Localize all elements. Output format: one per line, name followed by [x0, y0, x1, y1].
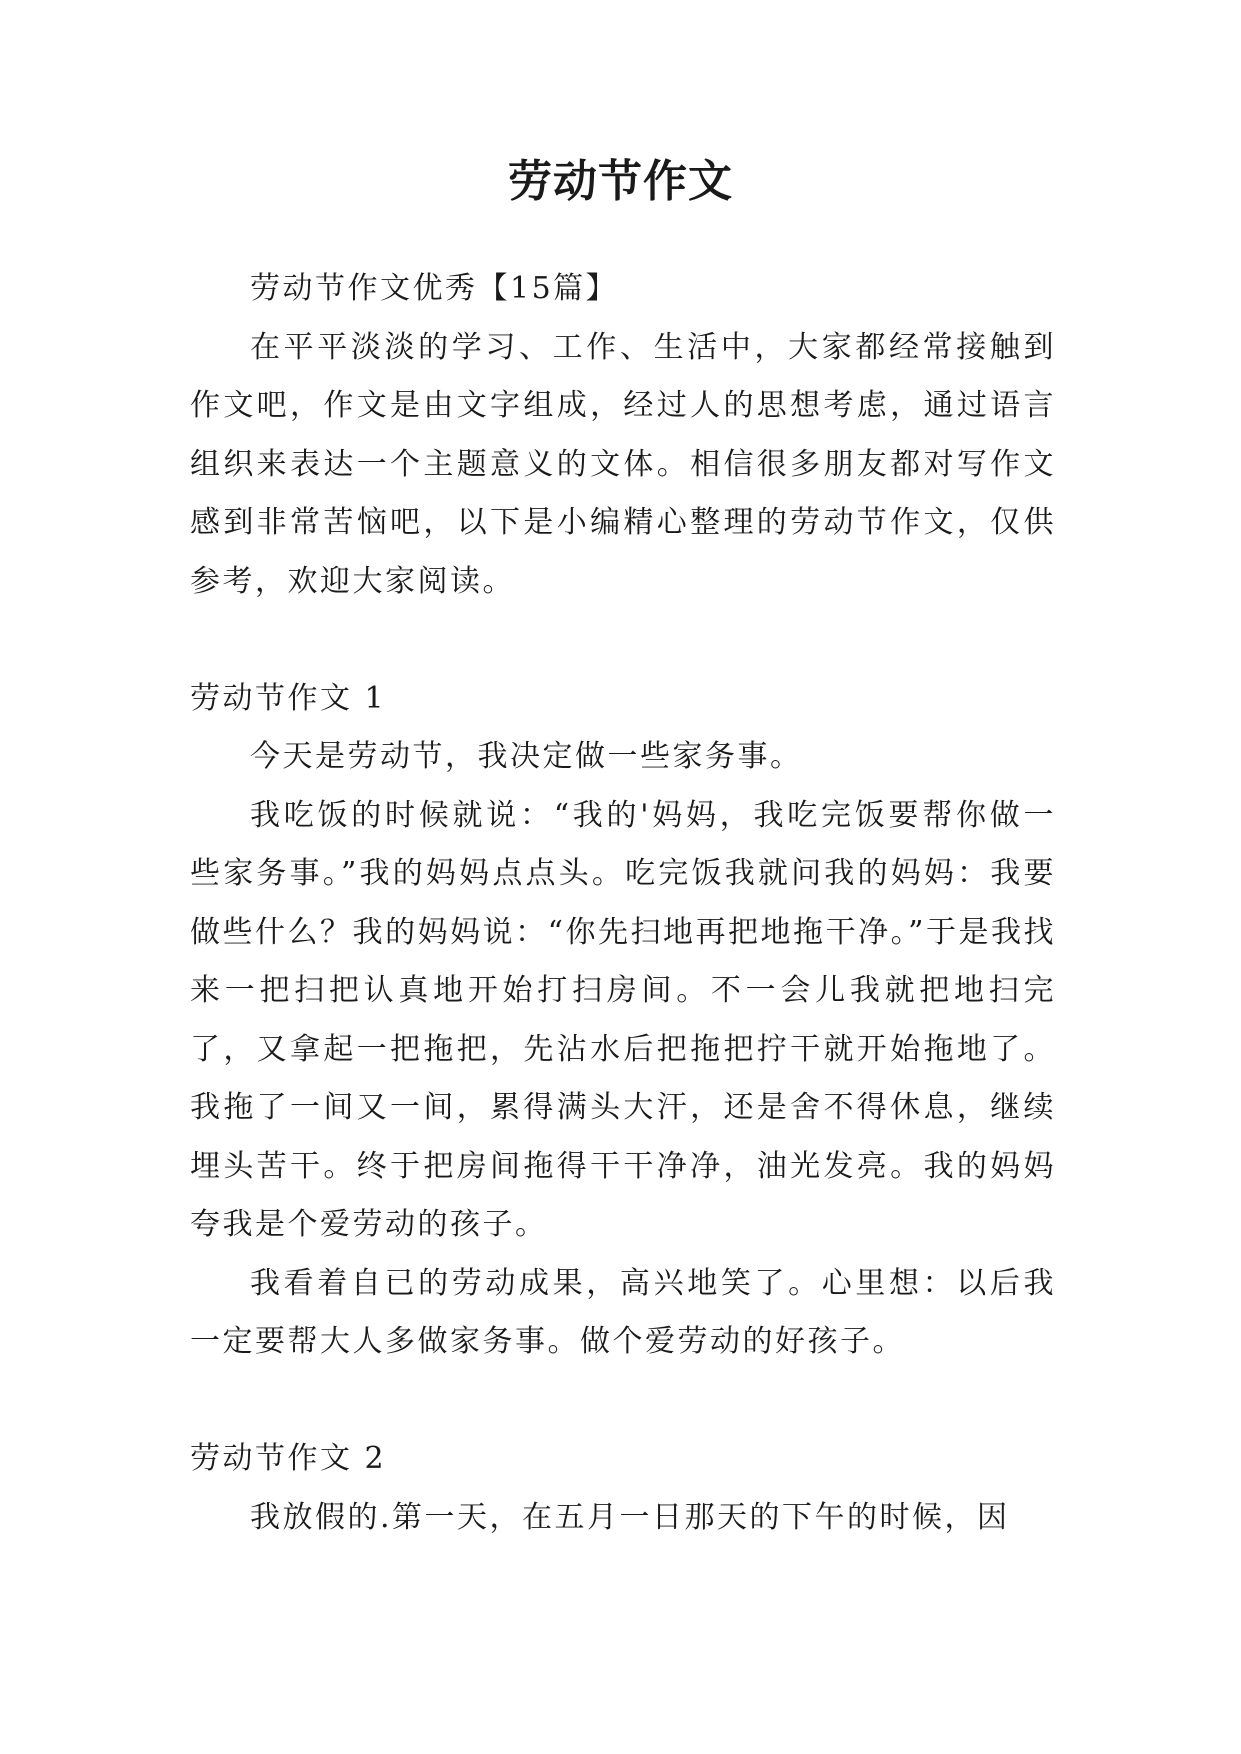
section-1-paragraph-2: 我吃饭的时候就说：“我的'妈妈，我吃完饭要帮你做一些家务事。”我的妈妈点点头。吃完饭我就问我的妈妈：我要做些什么？我的妈妈说：“你先扫地再把地拖干净。”于是我找来一把扫把认真地开始打扫房间。不一会儿我就把地扫完了，又拿起一把拖把，先沾水后把拖把拧干就开始拖地了。我拖了一间又一间，累得满头大汗，还是舍不得休息，继续埋头苦干。终于把房间拖得干干净净，油光发亮。我的妈妈夸我是个爱劳动的孩子。	[190, 797, 1056, 1242]
document-subtitle: 劳动节作文优秀【15篇】	[250, 271, 619, 306]
section-heading-2: 劳动节作文 2	[190, 1441, 387, 1476]
document-title: 劳动节作文	[508, 156, 733, 207]
intro-paragraph: 在平平淡淡的学习、工作、生活中，大家都经常接触到作文吧，作文是由文字组成，经过人的思想考虑，通过语言组织来表达一个主题意义的文体。相信很多朋友都对写作文感到非常苦恼吧，以下是小编精心整理的劳动节作文，仅供参考，欢迎大家阅读。	[190, 329, 1056, 599]
section-heading-1: 劳动节作文 1	[190, 680, 387, 716]
section-1-paragraph-1: 今天是劳动节，我决定做一些家务事。	[250, 739, 803, 774]
section-2-paragraph-1: 我放假的.第一天，在五月一日那天的下午的时候，因	[250, 1499, 1010, 1535]
document-body	[190, 260, 1056, 1547]
section-1-paragraph-3: 我看着自已的劳动成果，高兴地笑了。心里想：以后我一定要帮大人多做家务事。做个爱劳动的好孩子。	[190, 1265, 1056, 1359]
